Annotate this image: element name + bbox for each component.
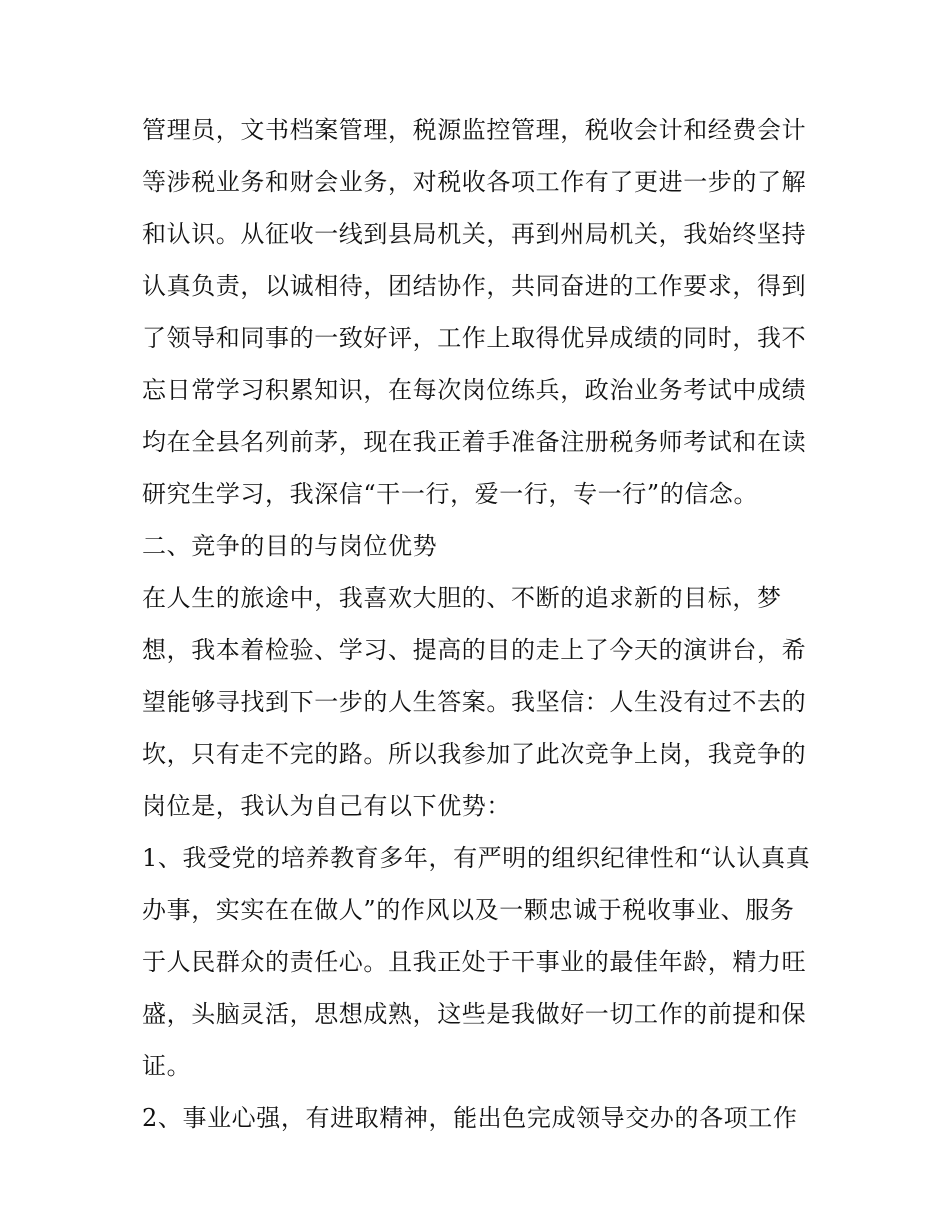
text-line: 忘日常学习积累知识，在每次岗位练兵，政治业务考试中成绩 — [142, 376, 807, 404]
text-line: 研究生学习，我深信“干一行，爱一行，专一行”的信念。 — [142, 480, 759, 508]
text-line: 认真负责，以诚相待，团结协作，共同奋进的工作要求，得到 — [142, 272, 807, 300]
text-line: 等涉税业务和财会业务，对税收各项工作有了更进一步的了解 — [142, 168, 807, 196]
text-line: 了领导和同事的一致好评，工作上取得优异成绩的同时，我不 — [142, 324, 807, 352]
text-line: 想，我本着检验、学习、提高的目的走上了今天的演讲台，希 — [142, 636, 807, 664]
text-line: 坎，只有走不完的路。所以我参加了此次竞争上岗，我竞争的 — [142, 740, 807, 768]
text-line: 均在全县名列前茅，现在我正着手准备注册税务师考试和在读 — [142, 428, 807, 456]
text-line: 和认识。从征收一线到县局机关，再到州局机关，我始终坚持 — [142, 220, 807, 248]
text-line: 办事，实实在在做人”的作风以及一颗忠诚于税收事业、服务 — [142, 896, 795, 924]
list-item-2-line: 2、事业心强，有进取精神，能出色完成领导交办的各项工作 — [142, 1104, 798, 1132]
text-line: 望能够寻找到下一步的人生答案。我坚信：人生没有过不去的 — [142, 688, 807, 716]
list-item-1-line: 1、我受党的培养教育多年，有严明的组织纪律性和“认认真真 — [142, 844, 811, 872]
text-line: 岗位是，我认为自己有以下优势： — [142, 792, 511, 820]
section-heading: 二、竞争的目的与岗位优势 — [142, 532, 438, 560]
text-line: 证。 — [142, 1052, 192, 1080]
text-line: 盛，头脑灵活，思想成熟，这些是我做好一切工作的前提和保 — [142, 1000, 807, 1028]
text-line: 管理员，文书档案管理，税源监控管理，税收会计和经费会计 — [142, 116, 807, 144]
text-line: 在人生的旅途中，我喜欢大胆的、不断的追求新的目标，梦 — [142, 584, 782, 612]
text-line: 于人民群众的责任心。且我正处于干事业的最佳年龄，精力旺 — [142, 948, 807, 976]
